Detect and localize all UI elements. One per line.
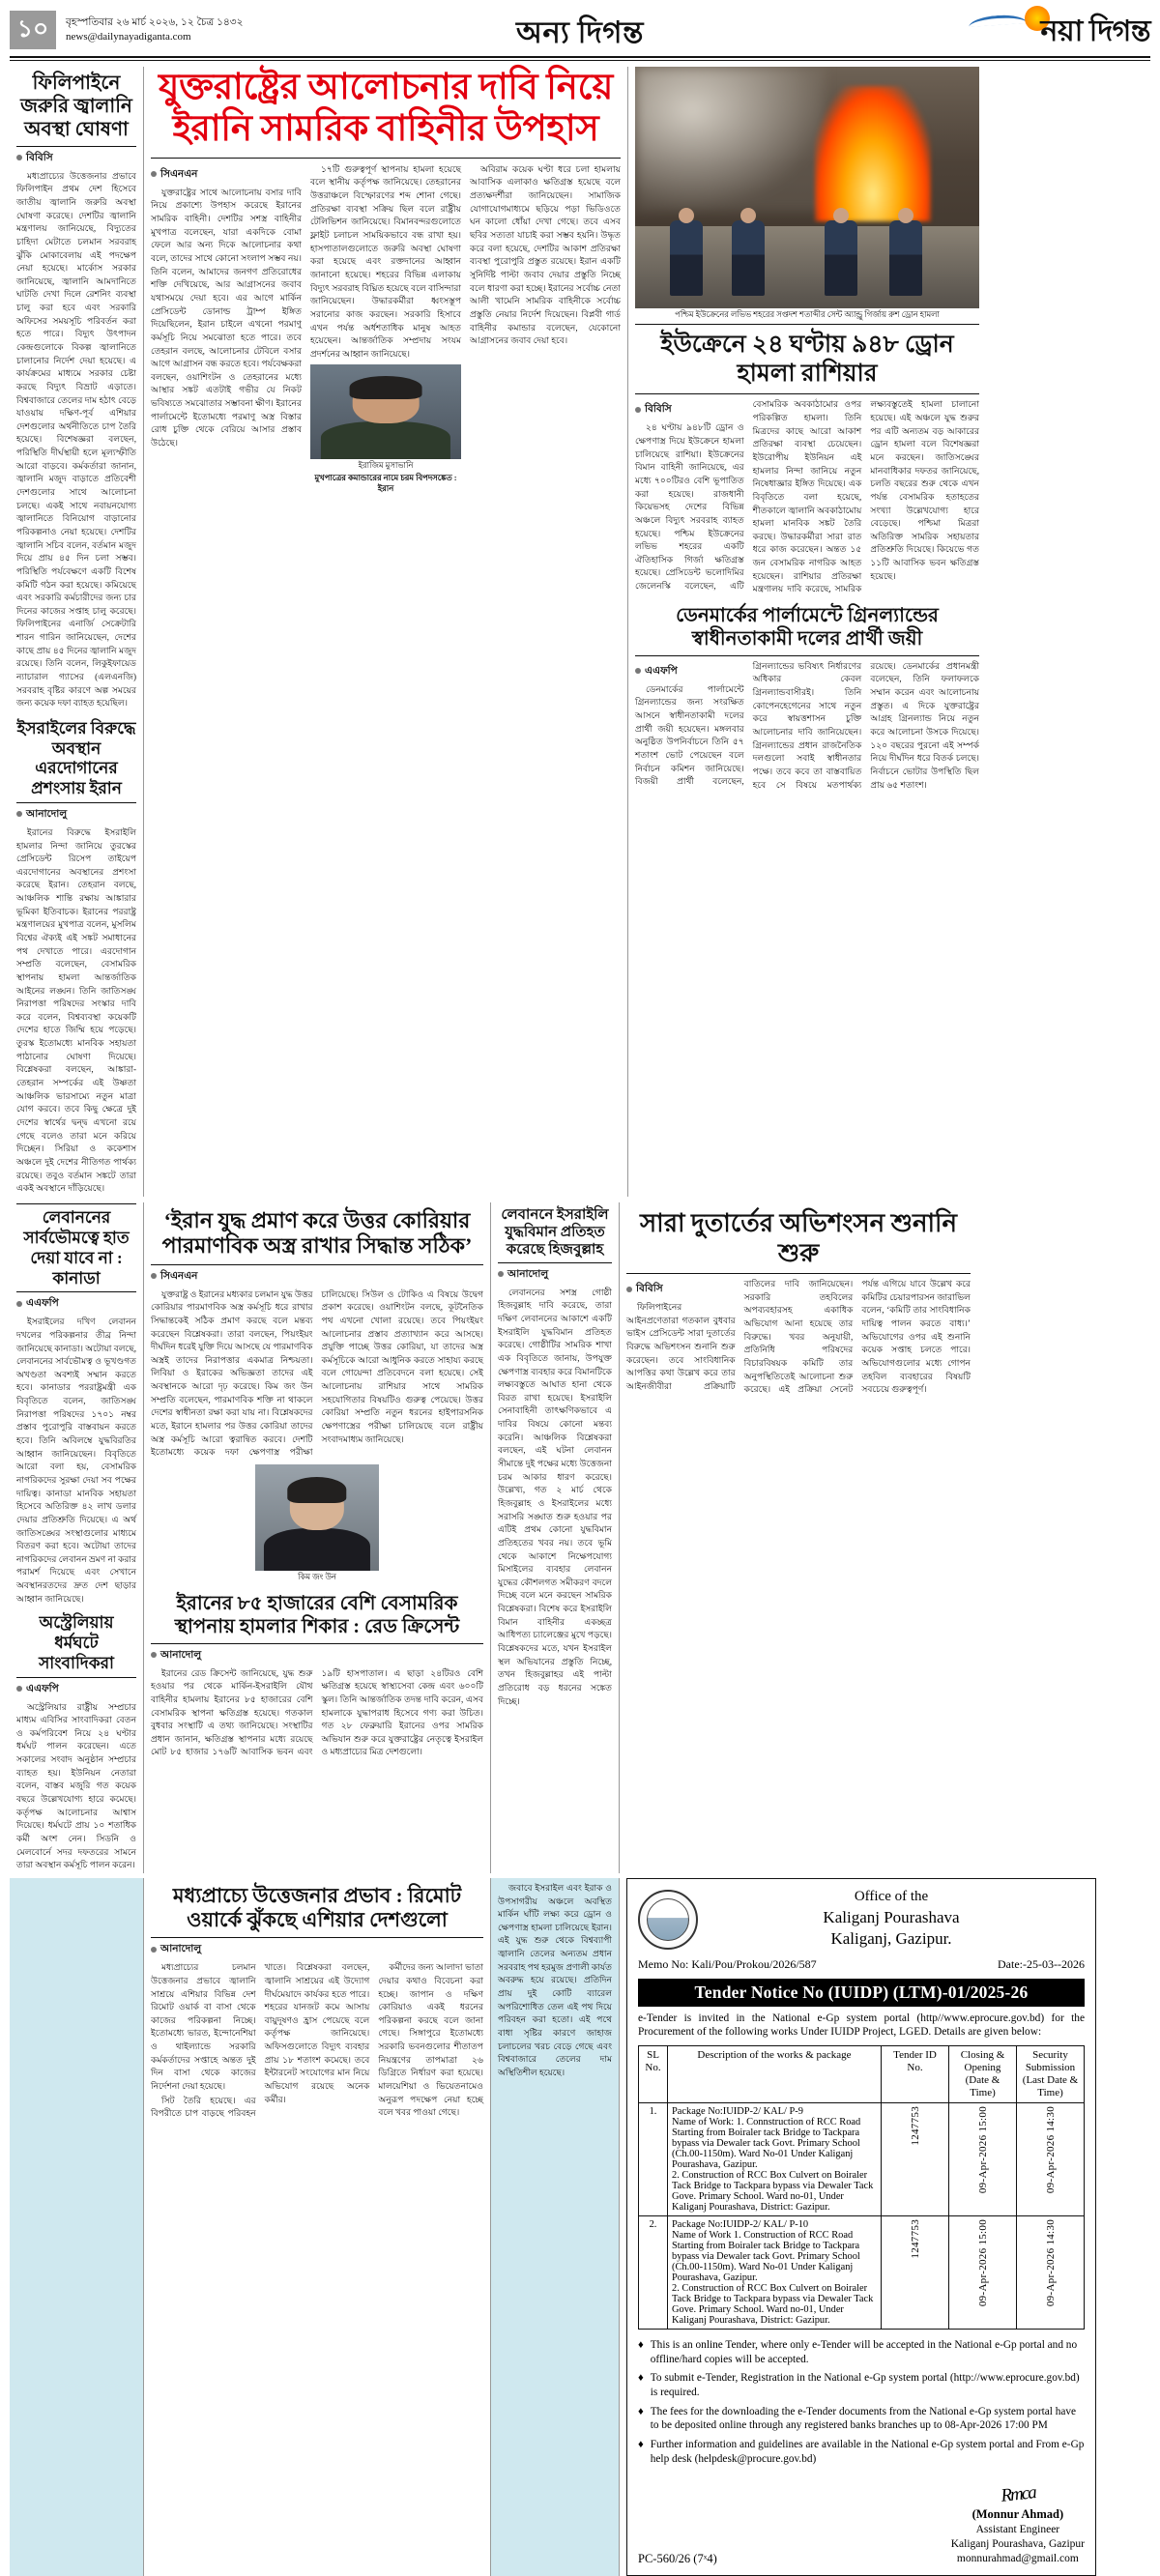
signer-name: (Monnur Ahmad) [972, 2507, 1064, 2522]
cell-sl: 1. [639, 2103, 668, 2216]
remote-body-3: কর্মীদের জন্য আলাদা ভাতা দেয়ার কথাও বিবেচনা করা হচ্ছে। জাপান ও দক্ষিণ কোরিয়াও একই ধরনের পরিকল্পনা করছে বলে জানা গেছে। সিঙ্গাপুরে ইতোমধ্যে সরকারি ভবনগুলোর শীতাতপ নিয়ন্ত্রণের তাপমাত্রা ২৬ ডিগ্রিতে নির্ধারণ করা হয়েছে। মালয়েশিয়া ও ভিয়েতনামেও অনুরূপ পদক্ষেপ নেয়া হচ্ছে বলে খবর পাওয়া গেছে। [378, 1962, 483, 2118]
tender-note-item [638, 2371, 1085, 2399]
lead-col-c [470, 163, 621, 495]
headline-duterte-impeachment: সারা দুতার্তের অভিশংসন শুনানি শুরু [639, 1208, 958, 1267]
column-4-hezbollah [491, 1202, 619, 1873]
article-body-ukraine: ২৪ ঘণ্টায় ৯৪৮টি ড্রোন ও ক্ষেপণাস্ত্র দিয়ে ইউক্রেনে হামলা চালিয়েছে রাশিয়া। ইউক্রেনের বিমান বাহিনী জানিয়েছে, এর মধ্যে ৭০০টিরও বেশি ভূপাতিত করা হয়েছে। রাজধানী কিয়েভসহ দেশের বিভিন্ন অঞ্চলে বিদ্যুৎ সরবরাহ ব্যাহত হয়েছে। পশ্চিম ইউক্রেনের লভিভ শহরের একটি ঐতিহাসিক গির্জা ক্ষতিগ্রস্ত হয়েছে। প্রেসিডেন্ট ভলোদিমির জেলেনস্কি বলেছেন, এটি বেসামরিক অবকাঠামোর ওপর পরিকল্পিত হামলা। তিনি মিত্রদের কাছে আরো আকাশ প্রতিরক্ষা ব্যবস্থা চেয়েছেন। ইউরোপীয় ইউনিয়ন এই হামলার নিন্দা জানিয়ে নতুন নিষেধাজ্ঞার ইঙ্গিত দিয়েছে। এক বিবৃতিতে বলা হয়েছে, শীতকালে জ্বালানি অবকাঠামোয় হামলা মানবিক সঙ্কট তৈরি করছে। উদ্ধারকর্মীরা সারা রাত ধরে কাজ করেছেন। অন্তত ১৫ জন বেসামরিক নাগরিক আহত হয়েছেন। রাশিয়ার প্রতিরক্ষা মন্ত্রণালয় দাবি করেছে, সামরিক লক্ষ্যবস্তুতেই হামলা চালানো হয়েছে। এই অঞ্চলে যুদ্ধ শুরুর পর এটি অন্যতম বড় আকারের ড্রোন হামলা বলে বিশেষজ্ঞরা মনে করছেন। জাতিসঙ্ঘের মানবাধিকার দফতর জানিয়েছে, চলতি বছরের শুরু থেকে এখন পর্যন্ত বেসামরিক হতাহতের সংখ্যা উল্লেখযোগ্য হারে বেড়েছে। পশ্চিমা মিত্ররা অতিরিক্ত সামরিক সহায়তার প্রতিশ্রুতি দিয়েছে। কিয়েভে গত ১১টি আবাসিক ভবন ক্ষতিগ্রস্ত হয়েছে। [635, 399, 979, 594]
greenland-article [635, 660, 979, 792]
headline-north-korea-quote: ‘ইরান যুদ্ধ প্রমাণ করে উত্তর কোরিয়ার পারমাণবিক অস্ত্র রাখার সিদ্ধান্ত সঠিক’ [161, 1207, 473, 1259]
column-1-bottom-tint [10, 1878, 143, 2576]
photo-church-drone-strike [635, 67, 979, 308]
signer-title: Assistant Engineer [975, 2524, 1060, 2536]
th-sl: SL No. [639, 2046, 668, 2103]
byline-anadolu-hez: আনাদোলু [498, 1267, 612, 1284]
government-seal-icon [638, 1890, 698, 1950]
table-row [639, 2103, 1085, 2216]
office-line-3: Kaliganj, Gazipur. [830, 1929, 952, 1949]
th-tender-id: Tender ID No. [882, 2046, 949, 2103]
signer-email: monnurahmad@gmail.com [956, 2552, 1079, 2564]
tender-note-text: This is an online Tender, where only e-Tender will be accepted in the National e-Gp portal and no offline/hard copies will be accepted. [650, 2339, 1078, 2365]
column-1-mid [10, 1202, 143, 1873]
article-body-philippines: মধ্যপ্রাচ্যের উত্তেজনার প্রভাবে ফিলিপাইন প্রথম দেশ হিসেবে জাতীয় জ্বালানি জরুরি অবস্থা ঘোষণা করেছে। দেশটির জ্বালানি মন্ত্রণালয় জানিয়েছে, বিদ্যুতের চাহিদা মেটাতে চলমান সরবরাহ ঝুঁকি মোকাবেলায় এই পদক্ষেপ নেয়া হয়েছে। মার্কোস সরকার জানিয়েছে, জ্বালানি আমদানিতে ঘাটতি দেখা দিলে রেশনিং ব্যবস্থা চালু করা হবে এবং সরকারি অফিসের সময়সূচি পরিবর্তন করা হতে পারে। বিদ্যুৎ উৎপাদন কেন্দ্রগুলোকে বিকল্প জ্বালানিতে চালানোর নির্দেশ দেয়া হয়েছে। এ কার্যক্রমের মাধ্যমে সরকার চেষ্টা করছে বিদ্যুৎ বিভ্রাট এড়াতে। বিশ্ববাজারে তেলের দাম হঠাৎ বেড়ে যাওয়ায় দক্ষিণ-পূর্ব এশিয়ার দেশগুলোর অর্থনীতিতে চাপ তৈরি হয়েছে। বিশেষজ্ঞরা বলছেন, পরিস্থিতি দীর্ঘস্থায়ী হলে মূল্যস্ফীতি আরো বাড়বে। কর্মকর্তারা জানান, জ্বালানি মজুদ বাড়াতে প্রতিবেশী দেশগুলোর সাথে আলোচনা চলছে। একই সাথে নবায়নযোগ্য জ্বালানিতে বিনিয়োগ বাড়ানোর পরিকল্পনাও নেয়া হয়েছে। দেশটির জ্বালানি সচিব বলেন, বর্তমান মজুদ দিয়ে প্রায় ৪৫ দিন চলা সম্ভব। পরিস্থিতি পর্যবেক্ষণে একটি বিশেষ কমিটি গঠন করা হয়েছে। কমিয়েছে এবং সরকারি কর্মচারীদের জন্য চার দিনের কাজের সপ্তাহ চালু করেছে। ফিলিপাইনের এনার্জি সেক্রেটারি শারন গারিন জানিয়েছেন, দেশের কাছে প্রায় ৪৫ দিনের জ্বালানি মজুদ রয়েছে। তিনি বলেন, লিকুইফায়েড ন্যাচারাল গ্যাসের (এলএনজি) সরবরাহ বৃষ্টির কারণে অল্প সময়ের জন্য কয়েক দফা ব্যাহত হয়েছিল। [16, 170, 136, 709]
masthead-email: news@dailynayadiganta.com [66, 30, 191, 43]
office-line-2: Kaliganj Pourashava [823, 1907, 960, 1926]
byline-bbc: বিবিসি [16, 151, 136, 167]
masthead-date: বৃহস্পতিবার ২৬ মার্চ ২০২৬, ১২ চৈত্র ১৪৩২ [66, 16, 244, 29]
byline-bbc-ukraine: বিবিসি [635, 402, 744, 419]
bullet-icon [151, 1273, 157, 1279]
remote-body-4: জবাবে ইসরাইল এবং ইরাক ও উপসাগরীয় অঞ্চলে অবস্থিত মার্কিন ঘাঁটি লক্ষ্য করে ড্রোন ও ক্ষেপণাস্ত্র হামলা চালিয়েছে ইরান। এই যুদ্ধ শুরু থেকে বিশ্বব্যাপী জ্বালানি তেলের অন্যতম প্রধান সরবরাহ পথ হরমুজ প্রণালী কার্যত অবরুদ্ধ হয়ে রয়েছে। প্রতিদিন প্রায় দুই কোটি ব্যারেল অপরিশোধিত তেল এই পথ দিয়ে পরিবহন করা হতো। এই পথে বাধা সৃষ্টির কারণে জাহাজ চলাচলের খরচ বেড়ে গেছে এবং বিশ্ববাজারে তেলের দাম অস্থিতিশীল হয়েছে। [498, 1882, 612, 2077]
remote-body-2: সিট তৈরি হয়েছে। এর বিপরীতে চাপ বাড়ছে পরিবহন খাতে। বিশ্লেষকরা বলছেন, জ্বালানি সাশ্রয়ের এই উদ্যোগ দীর্ঘমেয়াদে কার্যকর হতে পারে। শহরের যানজট কমে আসায় বায়ুদূষণও হ্রাস পেয়েছে বলে কর্তৃপক্ষ জানিয়েছে। অফিসগুলোতে বিদ্যুৎ ব্যবহার প্রায় ১৮ শতাংশ কমেছে। তবে ইন্টারনেট সংযোগের মান নিয়ে অভিযোগ রয়েছে অনেক কর্মীর। [151, 1962, 370, 2119]
signer-org: Kaliganj Pourashava, Gazipur [950, 2538, 1085, 2551]
tender-note-text: To submit e-Tender, Registration in the National e-Gp system portal (http://www.eprocure.gov.bd) is required. [650, 2372, 1080, 2399]
tender-memo-row [638, 1957, 1085, 1972]
headline-canada-lebanon: লেবাননের সার্বভৌমত্বে হাত দেয়া যাবে না : কানাডা [23, 1208, 130, 1288]
ukraine-article [635, 398, 979, 596]
masthead [10, 8, 1150, 52]
headline-australia-strike: অস্ট্রেলিয়ায় ধর্মঘটে সাংবাদিকরা [39, 1613, 114, 1672]
remote-body-1: মধ্যপ্রাচ্যের চলমান উত্তেজনার প্রভাবে জ্বালানি সাশ্রয়ে এশিয়ার বিভিন্ন দেশ রিমোট ওয়ার্ক বা বাসা থেকে কাজের পরিকল্পনা নিচ্ছে। ইতোমধ্যে ভারত, ইন্দোনেশিয়া ও থাইল্যান্ডে সরকারি কর্মকর্তাদের সপ্তাহে অন্তত দুই দিন বাসা থেকে কাজের নির্দেশনা দেয়া হয়েছে। [151, 1962, 256, 2092]
pc-code: PC-560/26 (7ˣ4) [638, 2551, 717, 2565]
bullet-icon [16, 155, 22, 160]
tender-table [638, 2045, 1085, 2330]
lead-body-b: ১৭টি গুরুত্বপূর্ণ স্থাপনায় হামলা হয়েছে বলে স্থানীয় কর্তৃপক্ষ জানিয়েছে। তেহরানের উত্তরাঞ্চলে বিস্ফোরণের শব্দ শোনা গেছে। প্রতিরক্ষা ব্যবস্থা সক্রিয় ছিল বলে রাষ্ট্রীয় টেলিভিশন জানিয়েছে। বিমানবন্দরগুলোতে ফ্লাইট চলাচল সাময়িকভাবে বন্ধ রাখা হয়। হাসপাতালগুলোতে জরুরি অবস্থা ঘোষণা করা হয়েছে এবং রক্তদানের আহ্বান জানানো হয়েছে। শহরের বিভিন্ন এলাকায় বিদ্যুৎ সরবরাহ বিঘ্নিত হয়েছে বলে বাসিন্দারা জানিয়েছেন। উদ্ধারকর্মীরা ধ্বংসস্তূপ সরানোর কাজ করছেন। সরকারি হিসাবে এখন পর্যন্ত অর্ধশতাধিক মানুষ আহত হয়েছেন। আন্তর্জাতিক সম্প্রদায় সংযম প্রদর্শনের আহ্বান জানিয়েছে। [310, 163, 461, 359]
section-title: অন্য দিগন্ত [516, 15, 644, 49]
photo-subcaption-commander: মুখপাত্রের কমান্ডারের নামে চরম বিপদসঙ্কেত : ইরান [314, 474, 457, 494]
bullet-icon [151, 1947, 157, 1953]
remote-work-article [151, 1961, 483, 2121]
lead-col-b [310, 163, 461, 495]
office-line-1: Office of the [854, 1888, 929, 1904]
article-body-greenland: ডেনমার্কের পার্লামেন্টে গ্রিনল্যান্ডের জন্য সংরক্ষিত আসনে স্বাধীনতাকামী দলের প্রার্থী জয়ী হয়েছেন। মঙ্গলবার অনুষ্ঠিত উপনির্বাচনে তিনি ৫৭ শতাংশ ভোট পেয়েছেন বলে নির্বাচন কমিশন জানিয়েছে। বিজয়ী প্রার্থী বলেছেন, গ্রিনল্যান্ডের ভবিষ্যৎ নির্ধারণের অধিকার কেবল গ্রিনল্যান্ডবাসীরই। তিনি কোপেনহেগেনের সাথে নতুন করে স্বায়ত্তশাসন চুক্তি আলোচনার দাবি জানিয়েছেন। গ্রিনল্যান্ডের প্রধান রাজনৈতিক দলগুলো সবাই স্বাধীনতার পক্ষে। তবে কবে তা বাস্তবায়িত হবে সে বিষয়ে মতপার্থক্য রয়েছে। ডেনমার্কের প্রধানমন্ত্রী বলেছেন, তিনি ফলাফলকে সম্মান করেন এবং আলোচনায় প্রস্তুত। এ দিকে যুক্তরাষ্ট্রের আগ্রহ গ্রিনল্যান্ড নিয়ে নতুন করে আলোচনা উসকে দিয়েছে। ১২০ বছরের পুরনো এই সম্পর্ক নিয়ে দীর্ঘদিন ধরে বিতর্ক চলছে। নির্বাচনে ভোটার উপস্থিতি ছিল প্রায় ৬৫ শতাংশ। [635, 660, 979, 790]
cell-closing: 09-Apr-2026 15:00 [949, 2103, 1017, 2216]
bullet-icon [16, 1686, 22, 1692]
article-body-erdogan: ইরানের বিরুদ্ধে ইসরাইলি হামলার নিন্দা জানিয়ে তুরস্কের প্রেসিডেন্ট রিসেপ তাইয়েপ এরদোগানের অবস্থানের প্রশংসা করেছে ইরান। তেহরান বলছে, আঞ্চলিক শান্তি রক্ষায় আঙ্কারার ভূমিকা ইতিবাচক। ইরানের পররাষ্ট্র মন্ত্রণালয়ের মুখপাত্র বলেন, মুসলিম বিশ্বের ঐক্যই এই সঙ্কট সমাধানের পথ দেখাতে পারে। এরদোগান সম্প্রতি বলেছেন, বেসামরিক স্থাপনায় হামলা আন্তর্জাতিক আইনের লঙ্ঘন। তিনি জাতিসঙ্ঘ নিরাপত্তা পরিষদের সংস্কার দাবি করে বলেন, বিশ্বব্যবস্থা কয়েকটি দেশের হাতে জিম্মি হয়ে পড়েছে। তুরস্ক ইতোমধ্যে মানবিক সহায়তা পাঠানোর ঘোষণা দিয়েছে। বিশ্লেষকরা বলছেন, আঙ্কারা-তেহরান সম্পর্কের এই উষ্ণতা আঞ্চলিক ভারসাম্যে নতুন মাত্রা যোগ করবে। তবে কিছু ক্ষেত্রে দুই দেশের স্বার্থের দ্বন্দ্ব এখনো রয়ে গেছে বলেও তারা মনে করিয়ে দিচ্ছেন। সিরিয়া ও ককেশাস অঞ্চলে দুই দেশের নীতিগত পার্থক্য রয়েছে। তবুও বর্তমান সঙ্কটে তারা একই অবস্থানে দাঁড়িয়েছে। [16, 826, 136, 1194]
bottom-section [10, 1878, 1150, 2576]
byline-cnn-lead: সিএনএন [151, 167, 302, 184]
article-body-redcrescent: ইরানের রেড ক্রিসেন্ট জানিয়েছে, যুদ্ধ শুরু হওয়ার পর থেকে মার্কিন-ইসরাইলি যৌথ বাহিনীর হামলায় ইরানের ৮৫ হাজারের বেশি বেসামরিক স্থাপনা ক্ষতিগ্রস্ত হয়েছে। গতকাল বুধবার সংস্থাটি এ তথ্য জানিয়েছে। সংস্থাটির প্রধান জানান, ক্ষতিগ্রস্ত স্থাপনার মধ্যে রয়েছে মোট ৮৫ হাজার ১৭৬টি আবাসিক ভবন এবং ১৯টি হাসপাতাল। এ ছাড়া ২৪টিরও বেশি ক্ষতিগ্রস্ত হয়েছে স্বাস্থ্যসেবা কেন্দ্র এবং ৬০০টি স্কুল। তিনি আন্তর্জাতিক তদন্ত দাবি করেন, এসব হামলাকে যুদ্ধাপরাধ হিসেবে গণ্য করা উচিত। গত ২৮ ফেব্রুয়ারি ইরানের ওপর সামরিক অভিযান শুরু করে যুক্তরাষ্ট্রের নেতৃত্বে ইসরাইল ও মধ্যপ্রাচ্যের মিত্র দেশগুলো। [151, 1667, 483, 1757]
headline-greenland: ডেনমার্কের পার্লামেন্টে গ্রিনল্যান্ডের স্বাধীনতাকামী দলের প্রার্থী জয়ী [676, 605, 939, 651]
headline-red-crescent: ইরানের ৮৫ হাজারের বেশি বেসামরিক স্থাপনায় হামলার শিকার : রেড ক্রিসেন্ট [174, 1592, 460, 1638]
headline-philippines-energy: ফিলিপাইনে জরুরি জ্বালানি অবস্থা ঘোষণা [20, 72, 132, 141]
cell-security: 09-Apr-2026 14:30 [1017, 2216, 1085, 2330]
tender-header [638, 1888, 1085, 1951]
table-body [639, 2103, 1085, 2330]
tender-office [698, 1888, 1085, 1951]
bullet-icon [16, 1301, 22, 1307]
tender-note-item [638, 2405, 1085, 2433]
redcrescent-article [151, 1667, 483, 1760]
column-3-nkorea [144, 1202, 490, 1873]
tender-note-item [638, 2438, 1085, 2466]
th-closing: Closing & Opening (Date & Time) [949, 2046, 1017, 2103]
diamond-bullet-icon: ♦ [638, 2439, 644, 2451]
photo-commander [310, 364, 461, 459]
tender-signature-row [638, 2483, 1085, 2565]
byline-anadolu-rc: আনাদোলু [151, 1648, 483, 1664]
swoosh-icon [969, 14, 1028, 27]
article-body-duterte: ফিলিপাইনের আইনপ্রণেতারা গতকাল বুধবার ভাইস প্রেসিডেন্ট সারা দুতার্তের বিরুদ্ধে অভিশংসন শুনানি শুরু করেছেন। তবে সাংবিধানিক আপত্তির কথা উল্লেখ করে তার আইনজীবীরা প্রক্রিয়াটি বাতিলের দাবি জানিয়েছেন। সরকারি তহবিলের অপব্যবহারসহ একাধিক অভিযোগ আনা হয়েছে তার বিরুদ্ধে। খবর অনুযায়ী, প্রতিনিধি পরিষদের বিচারবিষয়ক কমিটি তার অনুপস্থিতিতেই আলোচনা শুরু করেছে। এই প্রক্রিয়া সেনেট পর্যন্ত এগিয়ে যাবে উল্লেখ করে কমিটির চেয়ারপারসন জারাভিল বলেন, ‘কমিটি তার সাংবিধানিক দায়িত্ব পালন করতে বাধ্য।’ অভিযোগের ওপর এই শুনানি কয়েক সপ্তাহ চলতে পারে। অভিযোগগুলোর মধ্যে গোপন তহবিল ব্যবহারের বিষয়টি সবচেয়ে গুরুত্বপূর্ণ। [626, 1279, 971, 1395]
nkorea-article [151, 1288, 483, 1460]
diamond-bullet-icon: ♦ [638, 2339, 644, 2352]
byline-anadolu-remote: আনাদোলু [151, 1942, 483, 1958]
bullet-icon [635, 668, 641, 674]
cell-description: Package No:IUIDP-2/ KAL/ P-10 Name of Work 1. Construction of RCC Road Starting from Boiraler tack Bridge to Tackpara bypass via Dewaler tack Govt. Primary School (Ch.00-1150m). Ward No-01 Under Kaliganj Pourashava, Gazipur. 2. Construction of RCC Box Culvert on Boiraler Tack Bridge to Tackpara bypass via Dewaler Tack Gove. Primary School. Ward no-01, Under Kaliganj Pourashava, District: Gazipur. [668, 2216, 882, 2330]
cell-security: 09-Apr-2026 14:30 [1017, 2103, 1085, 2216]
lead-body-a: যুক্তরাষ্ট্রের সাথে আলোচনায় বসার দাবি নিয়ে প্রকাশ্যে উপহাস করেছে ইরানের সামরিক বাহিনী। দেশটির সশস্ত্র বাহিনীর মুখপাত্র বলেছেন, যারা একদিকে বোমা ফেলে আর অন্য দিকে আলোচনার কথা বলে, তাদের সাথে কোনো সংলাপ সম্ভব নয়। তিনি বলেন, আমাদের জনগণ প্রতিরোধের শক্তি দেখিয়েছে, আর আগ্রাসনের জবাব যথাসময়ে দেয়া হবে। এর আগে মার্কিন প্রেসিডেন্ট ডোনাল্ড ট্রাম্প ইঙ্গিত দিয়েছিলেন, ইরান চাইলে এখনো পরমাণু কর্মসূচি নিয়ে সমঝোতা হতে পারে। তবে তেহরান বলছে, আলোচনার টেবিলে বসার আগে আগ্রাসন বন্ধ করতে হবে। পর্যবেক্ষকরা বলছেন, ওয়াশিংটন ও তেহরানের মধ্যে আস্থার সঙ্কট এতটাই গভীর যে নিকট ভবিষ্যতে সমঝোতার সম্ভাবনা ক্ষীণ। ইরানের পার্লামেন্টে ইতোমধ্যে পরমাণু অস্ত্র বিস্তার রোধ চুক্তি থেকে বেরিয়ে আসার প্রস্তাব উঠেছে। [151, 187, 302, 448]
signature-mark: Rmca [1000, 2482, 1036, 2507]
headline-erdogan-iran: ইসরাইলের বিরুদ্ধে অবস্থান এরদোগানের প্রশংসায় ইরান [16, 718, 136, 798]
bullet-icon [498, 1271, 504, 1277]
cell-tender-id: 1247753 [882, 2103, 949, 2216]
th-security: Security Submission (Last Date & Time) [1017, 2046, 1085, 2103]
memo-number: Memo No: Kali/Pou/Prokou/2026/587 [638, 1956, 817, 1971]
newspaper-logo [1041, 8, 1150, 57]
middle-section [10, 1202, 1150, 1873]
photo-caption-commander: ইরাজিম মুসাভানি [358, 461, 414, 471]
logo-text: নয়া দিগন্ত [1040, 15, 1150, 47]
tender-note-text: The fees for the downloading the e-Tender documents from the National e-Gp system portal have to be deposited online through any registered banks branches up to 08-Apr-2026 17:00 PM [650, 2405, 1077, 2432]
bullet-icon [16, 811, 22, 817]
bullet-icon [151, 171, 157, 177]
bullet-icon [635, 407, 641, 413]
column-right-top [628, 67, 986, 1197]
column-2-lead [144, 67, 627, 1197]
article-body-australia: অস্ট্রেলিয়ার রাষ্ট্রীয় সম্প্রচার মাধ্যম এবিসির সাংবাদিকরা বেতন ও কর্মপরিবেশ নিয়ে ২৪ ঘণ্টার ধর্মঘট পালন করেছেন। এতে সকালের সংবাদ অনুষ্ঠান সম্প্রচার ব্যাহত হয়। ইউনিয়ন নেতারা বলেন, বাস্তব মজুরি গত কয়েক বছরে উল্লেখযোগ্য হারে কমেছে। কর্তৃপক্ষ আলোচনার আশ্বাস দিয়েছে। ধর্মঘটে প্রায় ১০ শতাধিক কর্মী অংশ নেন। সিডনি ও মেলবোর্নে সদর দফতরের সামনে তারা অবস্থান কর্মসূচি পালন করেন। [16, 1701, 136, 1870]
diamond-bullet-icon: ♦ [638, 2372, 644, 2385]
bullet-icon [151, 1652, 157, 1658]
table-row [639, 2216, 1085, 2330]
headline-remote-work: মধ্যপ্রাচ্যে উত্তেজনার প্রভাব : রিমোট ওয়ার্কে ঝুঁকছে এশিয়ার দেশগুলো [172, 1883, 462, 1932]
cell-closing: 09-Apr-2026 15:00 [949, 2216, 1017, 2330]
lead-body-c: অবিরাম কয়েক ঘণ্টা ধরে চলা হামলায় আবাসিক এলাকাও ক্ষতিগ্রস্ত হয়েছে বলে প্রত্যক্ষদর্শীরা জানিয়েছেন। সামাজিক যোগাযোগমাধ্যমে ছড়িয়ে পড়া ভিডিওতে ঘন কালো ধোঁয়া দেখা গেছে। তবে এসব ছবির সত্যতা যাচাই করা সম্ভব হয়নি। উদ্ধৃত করে বলা হয়েছে, দেশটির আকাশ প্রতিরক্ষা ব্যবস্থা পুরোপুরি প্রস্তুত রয়েছে। ইরান একটি সুনির্দিষ্ট পাল্টা জবাব দেয়ার প্রস্তুতি নিচ্ছে বলে ধারণা করা হচ্ছে। ইরানের সর্বোচ্চ নেতা আলী খামেনি সামরিক বাহিনীকে সর্বোচ্চ প্রস্তুতি নেয়ার নির্দেশ দিয়েছেন। বিপ্লবী গার্ড বাহিনীর কমান্ডার বলেছেন, যেকোনো আগ্রাসনের জবাব দেয়া হবে। [470, 163, 621, 346]
signer-block [951, 2483, 1085, 2565]
column-remote-work [144, 1878, 490, 2576]
headline-ukraine-drones: ইউক্রেনে ২৪ ঘণ্টায় ৯৪৮ ড্রোন হামলা রাশিয়ার [660, 332, 954, 388]
lead-headline: যুক্তরাষ্ট্রের আলোচনার দাবি নিয়ে ইরানি সামরিক বাহিনীর উপহাস [159, 67, 613, 150]
byline-afp-australia: এএফপি [16, 1682, 136, 1698]
tender-note-text: Further information and guidelines are available in the National e-Gp system portal and From e-Gp help desk (helpdesk@procure.gov.bd) [650, 2439, 1085, 2465]
tender-intro: e-Tender is invited in the National e-Gp system portal (http//www.eprocure.gov.bd) for the Procurement of the following works Under IUIDP Project, LGED. Details are given below: [638, 2012, 1085, 2039]
byline-cnn-nk: সিএনএন [151, 1269, 483, 1286]
th-description: Description of the works & package [668, 2046, 882, 2103]
photo-kim-jong-un [255, 1464, 379, 1571]
column-1 [10, 67, 143, 1197]
byline-afp-greenland: এএফপি [635, 664, 744, 680]
bullet-icon [626, 1287, 632, 1292]
cell-description: Package No:IUIDP-2/ KAL/ P-9 Name of Work: 1. Connstruction of RCC Road Starting from Boiraler tack Bridge to Tackpara bypass via Dewaler tack Govt. Primary School (Ch.00-1150m). Ward No-01 Under Kaliganj Pourashava, Gazipur. 2. Construction of RCC Box Culvert on Boiraler Tack Bridge to Tackpara bypass via Dewaler Tack Gove. Primary School. Ward no-01, Under Kaliganj Pourashava, District: Gazipur. [668, 2103, 882, 2216]
photo-caption-kim: কিম জং উন [298, 1572, 336, 1581]
tender-note-item [638, 2338, 1085, 2366]
tender-title-bar: Tender Notice No (IUIDP) (LTM)-01/2025-26 [638, 1979, 1085, 2007]
duterte-article [626, 1278, 971, 1397]
cell-sl: 2. [639, 2216, 668, 2330]
top-section [10, 67, 1150, 1197]
photo-caption-church: পশ্চিম ইউক্রেনের লভিভ শহরের সপ্তদশ শতাব্দীর সেন্ট অ্যান্ড্রু গির্জায় রুশ ড্রোন হামলা [675, 309, 940, 319]
tender-notes-list [638, 2338, 1085, 2466]
tender-date: Date:-25-03--2026 [998, 1956, 1085, 1971]
column-4-bottom-tint [491, 1878, 619, 2576]
masthead-dateblock [66, 15, 243, 43]
cell-tender-id: 1247753 [882, 2216, 949, 2330]
page-number: ১০ [10, 11, 56, 49]
article-body-hezbollah: লেবাননের সশস্ত্র গোষ্ঠী হিজবুল্লাহ দাবি করেছে, তারা দক্ষিণ লেবাননের আকাশে একটি ইসরাইলি যুদ্ধবিমান প্রতিহত করেছে। গোষ্ঠীটির সামরিক শাখা এক বিবৃতিতে জানায়, উপযুক্ত ক্ষেপণাস্ত্র ব্যবহার করে বিমানটিকে লক্ষ্যবস্তুতে আঘাত হানা থেকে বিরত রাখা হয়েছে। ইসরাইলি সেনাবাহিনী তাৎক্ষণিকভাবে এ দাবির বিষয়ে কোনো মন্তব্য করেনি। আঞ্চলিক বিশ্লেষকরা বলছেন, এই ঘটনা লেবানন সীমান্তে দুই পক্ষের মধ্যে উত্তেজনা চরম আকার ধারণ করেছে। উল্লেখ্য, গত ২ মার্চ থেকে হিজবুল্লাহ ও ইসরাইলের মধ্যে সরাসরি সঙ্ঘাত শুরু হওয়ার পর এটিই প্রথম কোনো যুদ্ধবিমান প্রতিহতের খবর নয়। তবে ভূমি থেকে আকাশে নিক্ষেপযোগ্য মিসাইলের ব্যবহার লেবানন যুদ্ধের কৌশলগত সমীকরণ বদলে দিচ্ছে বলে মনে করছেন সামরিক বিশ্লেষকরা। বিশেষ করে ইসরাইলি বিমান বাহিনীর একচ্ছত্র আধিপত্য চ্যালেঞ্জের মুখে পড়ছে। বিশ্লেষকদের মতে, যখন ইসরাইল স্থল অভিযানের প্রস্তুতি নিচ্ছে, তখন হিজবুল্লাহর এই পাল্টা প্রতিরোধ বড় ধরনের সঙ্কেত দিচ্ছে। [498, 1287, 612, 1706]
byline-bbc-duterte: বিবিসি [626, 1282, 736, 1298]
diamond-bullet-icon: ♦ [638, 2405, 644, 2417]
headline-hezbollah: লেবাননে ইসরাইলি যুদ্ধবিমান প্রতিহত করেছে হিজবুল্লাহ [501, 1206, 609, 1259]
article-body-nkorea: যুক্তরাষ্ট্র ও ইরানের মধ্যকার চলমান যুদ্ধ উত্তর কোরিয়ার পারমাণবিক অস্ত্র কর্মসূচি ধরে রাখার সিদ্ধান্তকেই সঠিক প্রমাণ করছে বলে মন্তব্য করেছেন বিশ্লেষকরা। তারা বলছেন, পিয়ংইয়ং দীর্ঘদিন ধরেই যুক্তি দিয়ে আসছে যে পারমাণবিক অস্ত্রই তাদের নিরাপত্তার একমাত্র নিশ্চয়তা। লিবিয়া ও ইরাকের অভিজ্ঞতা তাদের এই অবস্থানকে আরো দৃঢ় করেছে। কিম জং উন সম্প্রতি বলেছেন, পারমাণবিক শক্তি না থাকলে দেশের স্বাধীনতা রক্ষা করা যায় না। বিশ্লেষকদের মতে, ইরানে হামলার পর উত্তর কোরিয়া তাদের অস্ত্র কর্মসূচি আরো ত্বরান্বিত করবে। দেশটি ইতোমধ্যে কয়েক দফা ক্ষেপণাস্ত্র পরীক্ষা চালিয়েছে। সিউল ও টোকিও এ বিষয়ে উদ্বেগ প্রকাশ করেছে। ওয়াশিংটন বলছে, কূটনৈতিক পথ এখনো খোলা রয়েছে। তবে পিয়ংইয়ং আলোচনার প্রস্তাব প্রত্যাখ্যান করে আসছে। প্রযুক্তি পাচ্ছে উত্তর কোরিয়া, যা তাদের অস্ত্র কর্মসূচিকে আরো আধুনিক করতে সাহায্য করছে বলে গোয়েন্দা প্রতিবেদনে বলা হয়েছে। সেই আলোচনায় রাশিয়ার সাথে সামরিক সহযোগিতার বিষয়টিও গুরুত্ব পেয়েছে। উত্তর কোরিয়া সম্প্রতি নতুন ধরনের হাইপারসনিক ক্ষেপণাস্ত্রের পরীক্ষা চালিয়েছে বলে রাষ্ট্রীয় সংবাদমাধ্যম জানিয়েছে। [151, 1288, 483, 1458]
article-body-canada: ইসরাইলের দখিণ লেবানন দখলের পরিকল্পনার তীব্র নিন্দা জানিয়েছে কানাডা। অটোয়া বলছে, লেবাননের সার্বভৌমত্ব ও ভূখণ্ডগত অখণ্ডতা অবশ্যই সম্মান করতে হবে। কানাডার পররাষ্ট্রমন্ত্রী এক বিবৃতিতে বলেন, জাতিসঙ্ঘ নিরাপত্তা পরিষদের ১৭০১ নম্বর প্রস্তাব পুরোপুরি বাস্তবায়ন করতে হবে। তিনি অবিলম্বে যুদ্ধবিরতির আহ্বান জানিয়েছেন। বিবৃতিতে আরো বলা হয়, বেসামরিক নাগরিকদের সুরক্ষা দেয়া সব পক্ষের দায়িত্ব। কানাডা মানবিক সহায়তা হিসেবে অতিরিক্ত ৪২ লাখ ডলার দেয়ার প্রতিশ্রুতি দিয়েছে। এ অর্থ জাতিসঙ্ঘের সংস্থাগুলোর মাধ্যমে বিতরণ করা হবে। অটোয়া তাদের নাগরিকদের লেবানন ভ্রমণ না করার পরামর্শ দিয়েছে এবং সেখানে অবস্থানরতদের দ্রুত দেশ ছাড়ার আহ্বান জানিয়েছে। [16, 1317, 136, 1604]
table-header-row [639, 2046, 1085, 2103]
lead-col-a [151, 163, 302, 495]
byline-anadolu-1: আনাদোলু [16, 807, 136, 824]
tender-notice [626, 1878, 1096, 2576]
tender-notice-column [620, 1878, 1103, 2576]
byline-afp-canada: এএফপি [16, 1296, 136, 1313]
column-5-duterte [620, 1202, 977, 1873]
